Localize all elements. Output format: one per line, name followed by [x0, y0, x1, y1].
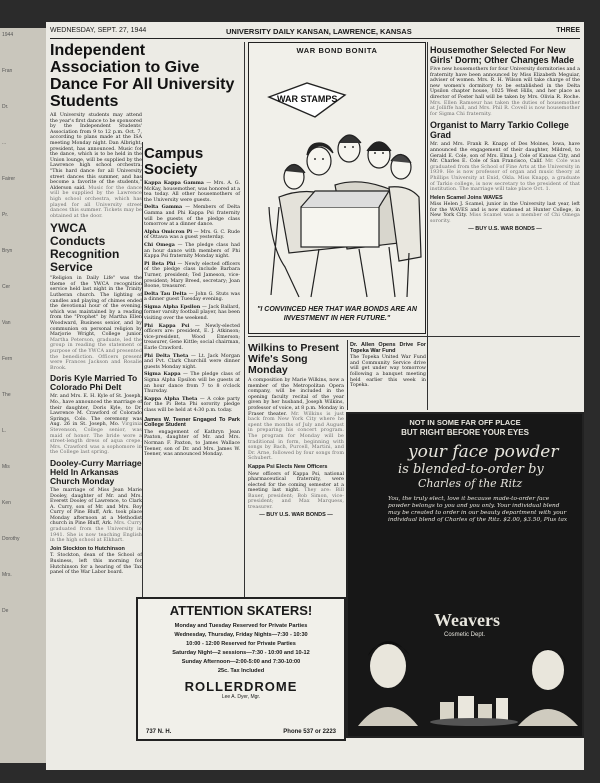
allen-story: The Topeka United War Fund and Community Service drive will get under way tomorrow following a banquet meeting held earlier this week in Topeka.	[350, 355, 426, 389]
edge-text-line: Van	[2, 320, 11, 326]
edge-text-line: Ken	[2, 500, 11, 506]
society-item-name: Kappa Kappa Gamma	[144, 180, 204, 186]
header-date: WEDNESDAY, SEPT. 27, 1944	[50, 27, 147, 34]
society-item: Phi Kappa Psi — Newly-elected officers are: president, E. J. Atkinson; vice-president, Wood Emerson; treasurer, Gene Kittle; social chairman, Earle Crawford.	[144, 322, 241, 352]
wilkins-column	[248, 340, 344, 595]
weavers-dept: Cosmetic Dept.	[444, 632, 486, 638]
weavers-script-3: Charles of the Ritz	[418, 477, 523, 490]
right-column	[430, 42, 580, 410]
rollerdrome-manager: Lee A. Dyer, Mgr.	[221, 694, 261, 700]
society-item-name: Kappa Alpha Theta	[144, 395, 198, 402]
lead-headline: Independent Association to Give Dance For All University Students	[50, 42, 235, 110]
wilkins-headline: Wilkins to Present Wife's Song Monday	[248, 342, 339, 376]
war-stamps-sign: WAR STAMPS	[277, 94, 338, 104]
cartoon-caption: "I CONVINCED HER THAT WAR BONDS ARE AN INVESTMENT IN HER FUTURE."	[257, 306, 417, 322]
edge-text-line: 1944	[2, 32, 14, 38]
page-header	[50, 24, 580, 39]
edge-text-line: Fern	[2, 356, 13, 362]
society-item-name: Alpha Omicron Pi	[144, 228, 193, 235]
society-item-name: Pi Beta Phi	[144, 260, 176, 267]
organist-headline: Organist to Marry Tarkio College Grad	[430, 120, 569, 141]
society-item-text: Newly elected officers of the pledge class include Barbara Turner, president; Ted Jameson, vice-president; Mary Breed, secretary; Joan Boone, treasurer.	[144, 261, 240, 290]
society-item-name: Phi Delta Theta	[144, 352, 189, 359]
rollerdrome-name: ROLLERDROME	[184, 679, 298, 694]
society-item-text: Mrs. G. C. Rude of Ottawa was a guest yesterday.	[144, 229, 240, 241]
war-bond-cartoon	[248, 42, 426, 334]
rollerdrome-address: 737 N. H.	[146, 729, 172, 735]
skaters-line-6: 25c. Tax Included	[217, 668, 265, 674]
society-item-text: The pledge class of Sigma Alpha Epsilon will be guests at an hour dance from 7 to 8 o'clock Thursday.	[144, 372, 240, 395]
society-item: Alpha Omicron Pi — Mrs. G. C. Rude of Ottawa was a guest yesterday.	[144, 228, 240, 241]
buy-bonds-banner: — BUY U.S. WAR BONDS —	[468, 225, 542, 232]
rollerdrome-phone: Phone 537 or 2223	[283, 729, 336, 735]
newspaper-page	[46, 22, 584, 770]
stockton-story: T. Stockton, dean of the School of Business, left this morning for Hutchinson for a hearing of the Tax panel of the War Labor board.	[50, 553, 142, 576]
skaters-line-1: Monday and Tuesday Reserved for Private Parties	[174, 623, 308, 629]
kyle-story: Mr. and Mrs. E. H. Kyle of St. Joseph, Mo., have announced the marriage of their daughter, Doris Kyle, to Dr. Lawrence M. Crawford of Colorado Springs, Colo. The ceremony was Aug. 26 in St. Joseph, Mo. Virginia Stevenson, College senior, was maid of honor. The bride wore a street-length dress of aqua crepe. Mrs. Crawford was a sophomore in the College last spring.	[50, 394, 143, 456]
stockton-headline: Join Stockton to Hutchinson	[50, 545, 125, 552]
society-item: Delta Tau Delta — John G. Stuts was a dinner guest Tuesday evening.	[144, 290, 240, 303]
weavers-body: You, the truly elect, love it because made-to-order face powder belongs to you and you only. Your individual blend may be created to order in our beauty department with your individual blend of Charles of the Ritz. $2.00, $3.50, Plus tax	[388, 496, 568, 523]
edge-text-line: Cer	[2, 284, 11, 290]
weavers-script-1: your face powder	[408, 442, 559, 462]
society-item-name: Sigma Kappa	[144, 371, 181, 378]
society-item-text: Lt. Jack Morgan and Pvt. Clark Churchill were dinner guests Monday night.	[144, 353, 240, 370]
campus-society-headline: Campus Society	[144, 145, 204, 178]
edge-text-line: Pr.	[2, 212, 9, 218]
edge-text-line: Bryn	[2, 248, 13, 254]
weavers-illustration	[348, 626, 582, 736]
edge-text-line: Mrs.	[2, 572, 12, 578]
kappa-psi-story: New officers of Kappa Psi, national pharmaceutical fraternity, were elected for the coming semester at a meeting last night. They are: Bill Bauer, president; Bob Simon, vice-president; and Max Marquess, treasurer.	[248, 471, 345, 511]
header-page-number: THREE	[556, 27, 580, 34]
allen-headline: Dr. Allen Opens Drive For Topeka War Fund	[350, 342, 426, 354]
skaters-line-3: 10:00 - 12:00 Reserved for Private Parties	[186, 641, 296, 647]
society-item: Pi Beta Phi — Newly elected officers of the pledge class include Barbara Turner, president; Ted Jameson, vice-president; Mary Breed, secretary; Joan Boone, treasurer.	[144, 260, 240, 290]
skaters-line-5: Sunday Afternoon—2:00-5:00 and 7:30-10:00	[181, 659, 301, 665]
campus-society-column	[144, 146, 240, 592]
society-item-name: Chi Omega	[144, 241, 175, 248]
kappa-psi-headline: Kappa Psi Elects New Officers	[248, 463, 328, 470]
edge-text-line: Dorothy	[2, 536, 20, 542]
society-item-name: Delta Tau Delta	[144, 290, 187, 297]
ywca-headline: YWCA Conducts Recognition Service	[50, 221, 120, 275]
society-item: Phi Delta Theta — Lt. Jack Morgan and Pvt. Clark Churchill were dinner guests Monday night.	[144, 352, 240, 370]
ywca-story: "Religion in Daily Life" was the theme of the YWCA recognition service held last night in the Trinity Lutheran church. The lighting of candles and playing of chimes ended the devotional hour of the evening, which was maintained by a reading from the "Prophet" by Martha Ellen Woodward, Business senior, and by communion on personal religion by Marjorie Wright, College junior. Martha Peterson, graduate, led the group in reading the statement of purpose of the YWCA and presented the benediction. Officers present were Frances Jackson and Rosalie Brook.	[50, 276, 142, 371]
society-item-text: A coke party for the Pi Beta Phi sorority pledge class will be held at 4:30 p.m. today.	[144, 396, 240, 413]
society-item-text: Members of Delta Gamma and Phi Kappa Psi fraternity will be guests of the pledge class tomorrow at a dinner dance.	[144, 205, 240, 228]
teener-headline: James W. Teener Engaged To Park College Student	[144, 416, 240, 429]
weavers-tagline-2: BUT RIGHT BEFORE YOUR EYES	[401, 428, 529, 437]
society-item: Sigma Kappa — The pledge class of Sigma Alpha Epsilon will be guests at an hour dance from 7 to 8 o'clock Thursday.	[144, 371, 240, 395]
adjacent-page-edge	[0, 28, 46, 763]
skaters-title: ATTENTION SKATERS!	[169, 603, 313, 618]
column-rule	[142, 142, 143, 597]
kyle-headline: Doris Kyle Married To Colorado Phi Delt	[50, 373, 138, 393]
adjacent-page-text	[2, 28, 42, 763]
cartoon-illustration	[249, 57, 425, 312]
organist-story: Mr. and Mrs. Frank R. Knapp of Des Moines, Iowa, have announced the engagement of their daughter, Mildred, to Gerald E. Cole, son of Mrs. Elma J. Cole of Kansas City, and Mr. Charles E. Cole of San Francisco, Calif. Mr. Cole was graduated from the School of Fine Arts at the University in 1939. He is now professor of organ and music theory at Phillips University at Enid, Okla. Miss Knapp, a graduate of Tarkio college, is now secretary to the president of that institution. The marriage will take place Oct. 1.	[430, 142, 581, 193]
edge-text-line: Dr.	[2, 104, 9, 110]
edge-text-line: De	[2, 608, 9, 614]
society-item-name: Phi Kappa Psi	[144, 322, 190, 329]
weavers-ad	[346, 412, 584, 738]
column-rule	[244, 42, 245, 597]
weavers-store-name: Weavers	[434, 610, 500, 630]
edge-text-line: Fairer	[2, 176, 16, 182]
dooley-headline: Dooley-Curry Marriage Held In Arkansas Church Monday	[50, 457, 142, 486]
weavers-tagline-1: NOT IN SOME FAR OFF PLACE	[409, 418, 521, 427]
society-item-name: Sigma Alpha Epsilon	[144, 303, 201, 310]
edge-text-line: ...	[2, 140, 7, 146]
horizontal-rule	[248, 336, 580, 337]
edge-text-line: L.	[2, 428, 7, 434]
skaters-line-2: Wednesday, Thursday, Friday Nights—7:30 - 10:30	[174, 632, 308, 638]
society-item-name: Delta Gamma	[144, 204, 183, 211]
waves-story: Miss Helen J. Scamel, junior in the University last year, left for the WAVES and is now stationed at Hunter College, in New York City. Miss Scamel was a member of Chi Omega sorority.	[430, 202, 580, 225]
society-items	[144, 181, 240, 414]
weavers-script-2: is blended-to-order by	[398, 462, 544, 477]
edge-text-line: The	[2, 392, 11, 398]
column-rule	[347, 340, 348, 410]
allen-column	[350, 340, 426, 410]
waves-headline: Helen Scamel Joins WAVES	[430, 194, 503, 201]
header-paper-name: UNIVERSITY DAILY KANSAN, LAWRENCE, KANSAS	[226, 27, 412, 36]
column-rule	[427, 42, 428, 410]
society-item-text: The pledge class had an hour dance with members of Phi Kappa Psi fraternity Monday night.	[144, 242, 240, 260]
society-item: Sigma Alpha Epsilon — Jack Ballard, former varsity football player, has been visiting over the weekend.	[144, 303, 240, 322]
society-item: Kappa Alpha Theta — A coke party for the Pi Beta Phi sorority pledge class will be held at 4:30 p.m. today.	[144, 395, 240, 413]
cartoon-title: WAR BOND BONITA	[296, 46, 378, 55]
housemother-headline: Housemother Selected For New Girls' Dorm; Other Changes Made	[430, 45, 575, 65]
edge-text-line: Fran	[2, 68, 13, 74]
teener-story: The engagement of Kathryn Jean Paxton, daughter of Mr. and Mrs. Norman F. Paxton, to James Wallace Teener, son of Dr. and Mrs. James W. Teener, was announced Monday.	[144, 429, 240, 458]
society-item-text: John G. Stuts was a dinner guest Tuesday evening.	[144, 291, 240, 303]
rollerdrome-ad	[136, 597, 346, 741]
buy-bonds-banner: — BUY U.S. WAR BONDS —	[259, 511, 333, 518]
lead-story: All University students may attend the year's first dance to be sponsored by the Independent Students' Association from 9 to 12 p.m. Oct. 7, according to plans made at the ISA meeting Monday night. Dan Albright, president, has announced. Music for the dance, which is to be held in the Union lounge, will be supplied by the Lawrence high school orchestra. "This hard dance for all University street dances this summer, and has become a favorite of the students," Alderson said. Music for the dance will be supplied by the Lawrence high school orchestra, which has played for all University street dances this summer. Tickets may be obtained at the door.	[50, 113, 142, 219]
housemother-story: Five new housemothers for four University dormitories and a fraternity have been announced by Miss Elizabeth Meguiar, adviser of women. Mrs. R. H. Wilson will take charge of the new women's dormitory to be established in the Delta Upsilon chapter house, 1025 West Hills, and her place as director of Foster hall will be taken by Mrs. Olivia R. Roche. Mrs. Ellen Ramseur has taken the duties of housemother at Jolliffe hall, and Mrs. Phil R. Covell is now housemother for Sigma Chi fraternity.	[430, 67, 580, 117]
society-item-text: Mrs. A. G. McKay, housemother, was honored at a tea today. All other housemothers of the University were guests.	[144, 181, 240, 203]
skaters-line-4: Saturday Night—2 sessions—7:30 - 10:00 and 10-12	[172, 650, 310, 656]
edge-text-line: Mis	[2, 464, 10, 470]
society-item: Chi Omega — The pledge class had an hour dance with members of Phi Kappa Psi fraternity Monday night.	[144, 241, 240, 260]
society-item: Delta Gamma — Members of Delta Gamma and Phi Kappa Psi fraternity will be guests of the pledge class tomorrow at a dinner dance.	[144, 204, 240, 228]
society-item-text: Newly-elected officers are: president, E. J. Atkinson; vice-president, Wood Emerson; treasurer, Gene Kittle; social chairman, Earle Crawford.	[144, 323, 241, 352]
society-item-text: Jack Ballard, former varsity football player, has been visiting over the weekend.	[144, 304, 240, 322]
wilkins-story: A composition by Marie Wilkins, now a member of the Metropolitan Opera company, will be included in the opening faculty recital of the year given by her husband, Joseph Wilkins, professor of voice, at 8 p.m. Monday in Fraser theater. Mr. Wilkins is just back from New York City where he spent the months of July and August in preparing his concert program. The program for Monday will be traditional in form, beginning with songs by Bach, Purcell, Martini, and Dr. Arne, followed by four songs from Schubert.	[248, 378, 345, 462]
dooley-story: The marriage of Miss Jean Marie Dooley, daughter of Mr. and Mrs. Everett Dooley of Lawrence, to Clark A. Curry, son of Mr. and Mrs. Roy Curry of Pine Bluff, Ark. took place Monday afternoon at a Methodist church in Pine Bluff, Ark. Mrs. Curry graduated from the University in 1941. She is now teaching English in the high school at Elkhart.	[50, 487, 142, 544]
society-item: Kappa Kappa Gamma — Mrs. A. G. McKay, housemother, was honored at a tea today. All other housemothers of the University were guests.	[144, 180, 240, 203]
